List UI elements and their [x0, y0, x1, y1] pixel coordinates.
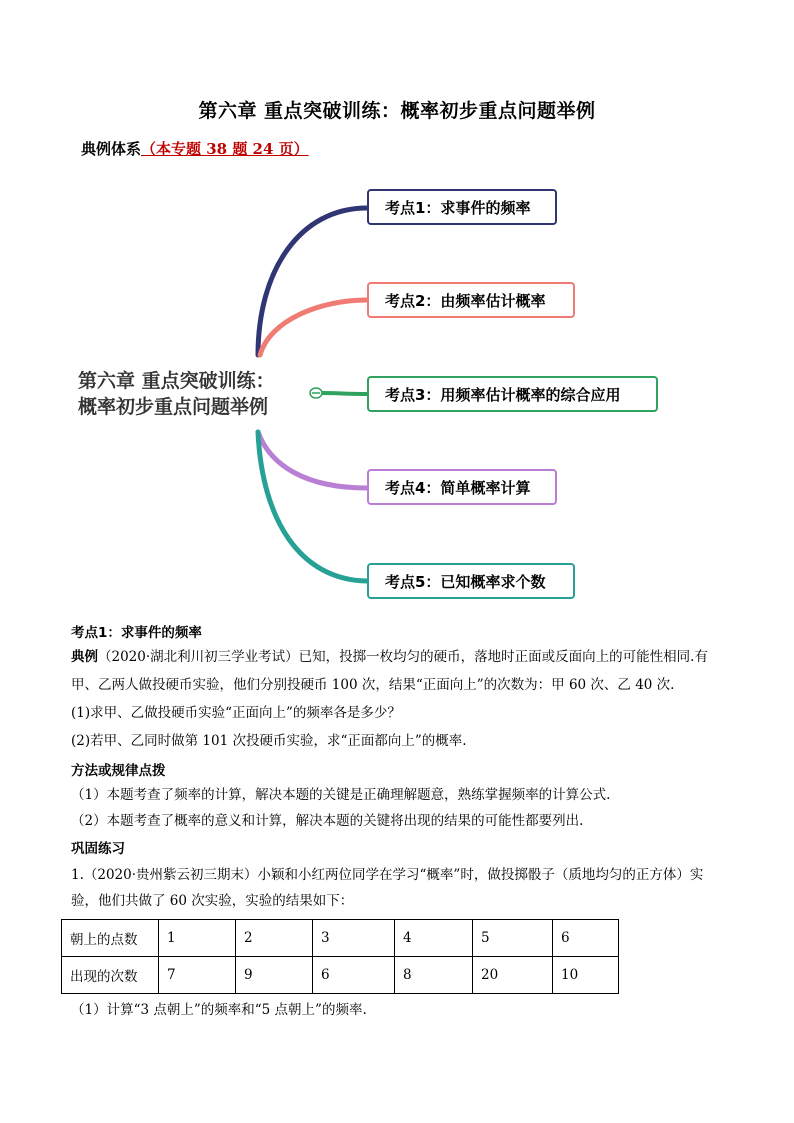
table-cell: 5 — [473, 920, 553, 957]
mindmap-node-1[interactable] — [367, 189, 557, 225]
table-row — [62, 920, 619, 957]
table-cell: 10 — [553, 957, 619, 994]
node-label: 考点5：已知概率求个数 — [385, 572, 546, 591]
node-label: 考点3：用频率估计概率的综合应用 — [385, 385, 621, 404]
practice-heading: 巩固练习 — [71, 841, 125, 857]
table-cell: 9 — [236, 957, 313, 994]
example-text: （2020·湖北利川初三学业考试）已知，投掷一枚均匀的硬币，落地时正面或反面向上的可能性相同.有 — [98, 649, 708, 665]
mindmap-node-4[interactable] — [367, 469, 557, 505]
table-cell: 2 — [236, 920, 313, 957]
practice-1-line-2: 验，他们共做了 60 次实验，实验的结果如下： — [71, 893, 354, 909]
table-cell: 6 — [313, 957, 395, 994]
table-cell: 出现的次数 — [62, 957, 159, 994]
table-cell: 3 — [313, 920, 395, 957]
method-2: （2）本题考查了概率的意义和计算，解决本题的关键将出现的结果的可能性都要列出. — [71, 813, 584, 829]
table-cell: 7 — [159, 957, 236, 994]
mindmap-node-2[interactable] — [367, 282, 575, 318]
system-label: 典例体系 — [81, 140, 142, 158]
mindmap-central-topic — [78, 368, 298, 420]
table-row — [62, 957, 619, 994]
mindmap-node-5[interactable] — [367, 563, 575, 599]
branch-4 — [258, 432, 367, 488]
question-2: (2)若甲、乙同时做第 101 次投硬币实验，求“正面都向上”的概率. — [71, 733, 467, 749]
example-label: 典例 — [71, 649, 98, 665]
dice-result-table — [61, 919, 619, 994]
central-line-2: 概率初步重点问题举例 — [78, 396, 269, 418]
question-1: (1)求甲、乙做投硬币实验“正面向上”的频率各是多少？ — [71, 705, 401, 721]
branch-2 — [260, 300, 367, 355]
method-heading: 方法或规律点拨 — [71, 763, 166, 779]
practice-1-question-1: （1）计算“3 点朝上”的频率和“5 点朝上”的频率. — [71, 1002, 367, 1018]
node-label: 考点1：求事件的频率 — [385, 198, 531, 217]
section-heading: 考点1：求事件的频率 — [71, 625, 202, 641]
node-label: 考点4：简单概率计算 — [385, 478, 531, 497]
practice-1-line-1: 1.（2020·贵州紫云初三期末）小颖和小红两位同学在学习“概率”时，做投掷骰子（质地均匀的正方体）实 — [71, 867, 704, 883]
branch-3 — [322, 393, 367, 394]
table-cell: 6 — [553, 920, 619, 957]
table-cell: 8 — [395, 957, 473, 994]
table-cell: 20 — [473, 957, 553, 994]
mindmap-node-3[interactable] — [367, 376, 658, 412]
node-label: 考点2：由频率估计概率 — [385, 291, 546, 310]
method-1: （1）本题考查了频率的计算，解决本题的关键是正确理解题意，熟练掌握频率的计算公式. — [71, 787, 611, 803]
table-cell: 4 — [395, 920, 473, 957]
system-note: （本专题 38 题 24 页） — [141, 140, 309, 158]
table-cell: 1 — [159, 920, 236, 957]
example-text-2: 甲、乙两人做投硬币实验，他们分别投硬币 100 次，结果“正面向上”的次数为：甲 60 次、乙 40 次. — [71, 677, 675, 693]
page-title: 第六章 重点突破训练：概率初步重点问题举例 — [198, 100, 596, 122]
table-cell: 朝上的点数 — [62, 920, 159, 957]
example-paragraph — [71, 647, 751, 667]
central-line-1: 第六章 重点突破训练： — [78, 370, 275, 392]
